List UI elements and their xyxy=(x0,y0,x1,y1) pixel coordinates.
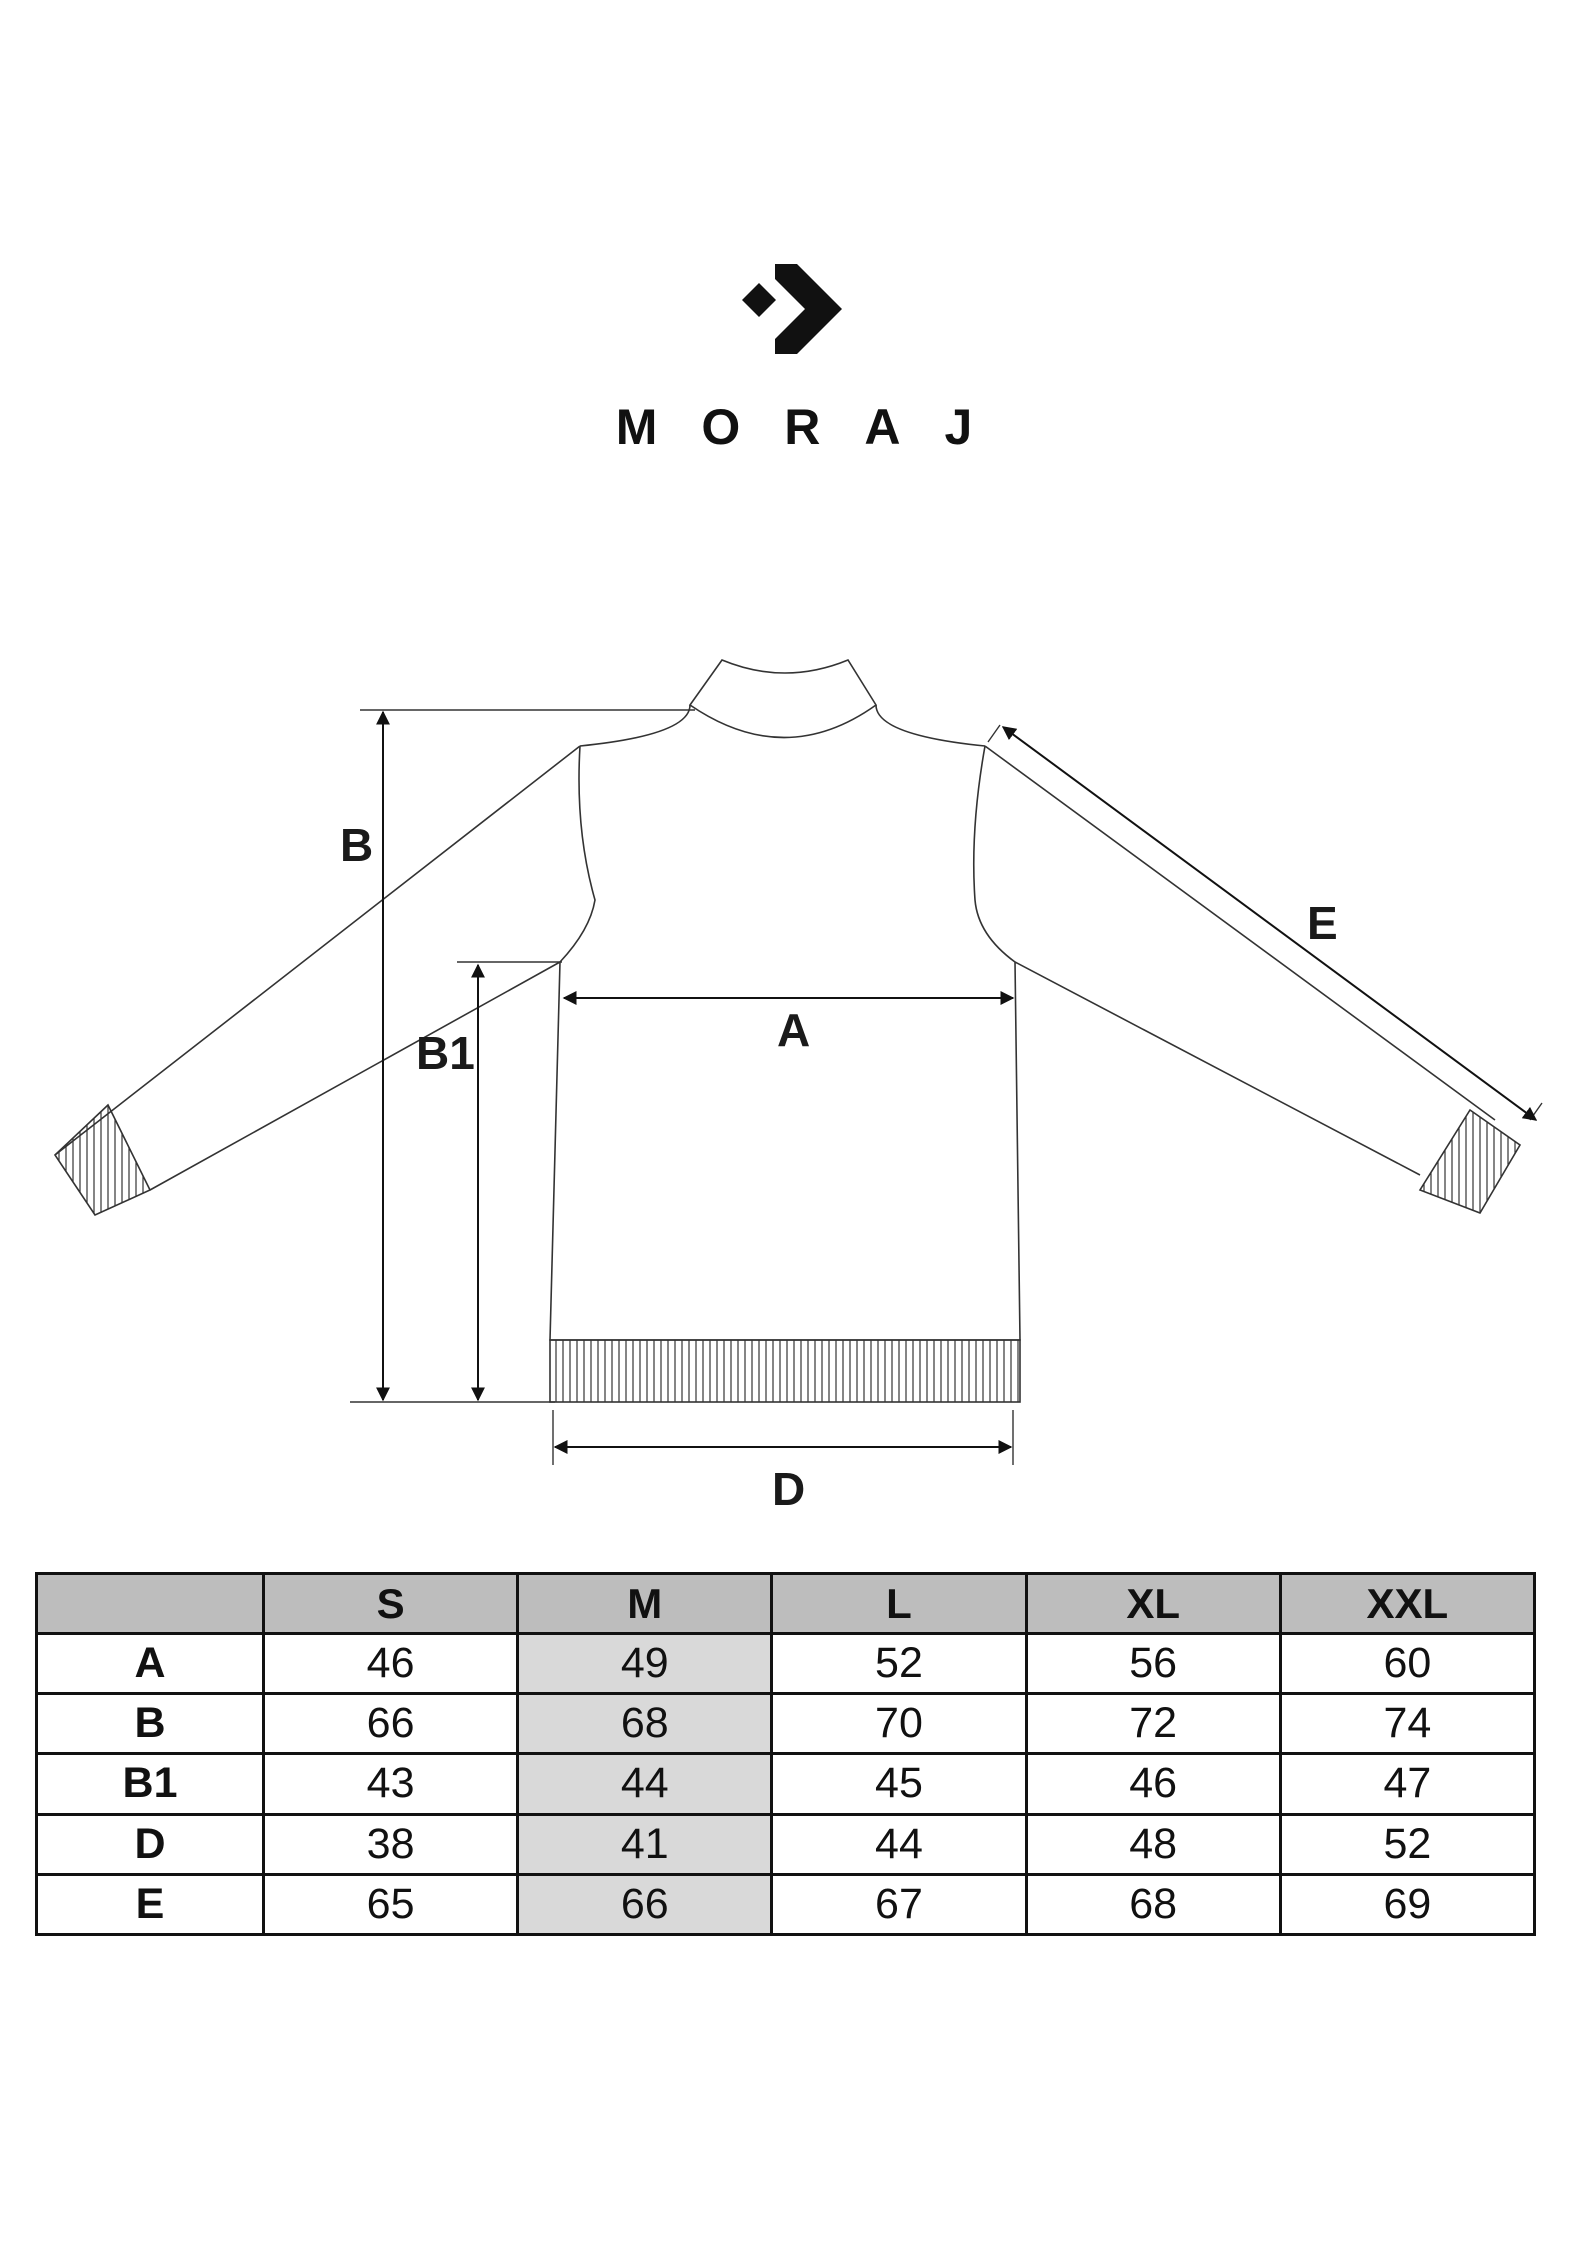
table-cell: 74 xyxy=(1280,1694,1534,1754)
brand-name: MORAJ xyxy=(615,399,1017,455)
table-row xyxy=(37,1754,1535,1814)
label-b1: B1 xyxy=(416,1027,475,1079)
table-cell: 52 xyxy=(772,1634,1026,1694)
column-header-l: L xyxy=(772,1574,1026,1634)
table-cell: 49 xyxy=(518,1634,772,1694)
table-cell: 44 xyxy=(772,1814,1026,1874)
right-cuff xyxy=(1420,1110,1520,1213)
table-cell: 69 xyxy=(1280,1874,1534,1934)
dimension-arrow-e xyxy=(1003,727,1536,1120)
table-cell: 68 xyxy=(1026,1874,1280,1934)
table-corner-cell xyxy=(37,1574,264,1634)
table-row xyxy=(37,1814,1535,1874)
column-header-m: M xyxy=(518,1574,772,1634)
table-cell: 72 xyxy=(1026,1694,1280,1754)
table-cell: 56 xyxy=(1026,1634,1280,1694)
column-header-xxl: XXL xyxy=(1280,1574,1534,1634)
table-cell: 60 xyxy=(1280,1634,1534,1694)
table-row xyxy=(37,1694,1535,1754)
label-d: D xyxy=(772,1463,806,1515)
table-cell: 47 xyxy=(1280,1754,1534,1814)
left-cuff xyxy=(55,1105,150,1215)
label-b: B xyxy=(340,819,374,871)
table-cell: 67 xyxy=(772,1874,1026,1934)
table-cell: 44 xyxy=(518,1754,772,1814)
hem-rib xyxy=(550,1340,1020,1402)
table-cell: 52 xyxy=(1280,1814,1534,1874)
size-table xyxy=(35,1572,1536,1936)
column-header-xl: XL xyxy=(1026,1574,1280,1634)
table-cell: 38 xyxy=(264,1814,518,1874)
table-cell: 46 xyxy=(1026,1754,1280,1814)
row-label: E xyxy=(37,1874,264,1934)
table-cell: 43 xyxy=(264,1754,518,1814)
row-label: B1 xyxy=(37,1754,264,1814)
column-header-s: S xyxy=(264,1574,518,1634)
table-cell: 45 xyxy=(772,1754,1026,1814)
label-a: A xyxy=(777,1004,811,1056)
table-header-row xyxy=(37,1574,1535,1634)
table-cell: 68 xyxy=(518,1694,772,1754)
table-cell: 70 xyxy=(772,1694,1026,1754)
row-label: A xyxy=(37,1634,264,1694)
table-cell: 66 xyxy=(264,1694,518,1754)
sweater-outline xyxy=(55,660,1495,1340)
table-cell: 65 xyxy=(264,1874,518,1934)
row-label: D xyxy=(37,1814,264,1874)
table-cell: 66 xyxy=(518,1874,772,1934)
table-cell: 46 xyxy=(264,1634,518,1694)
table-row xyxy=(37,1874,1535,1934)
table-cell: 48 xyxy=(1026,1814,1280,1874)
row-label: B xyxy=(37,1694,264,1754)
table-row xyxy=(37,1634,1535,1694)
table-cell: 41 xyxy=(518,1814,772,1874)
label-e: E xyxy=(1307,897,1338,949)
